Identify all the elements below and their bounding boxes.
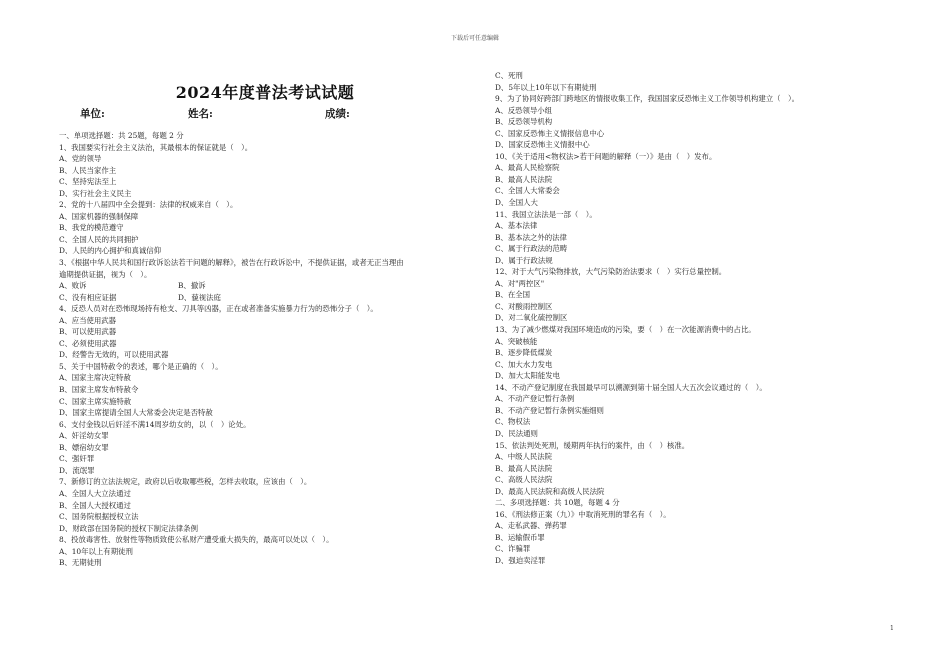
- option-pair-line: [59, 280, 479, 292]
- question-line: D、最高人民法院和高级人民法院: [495, 486, 605, 496]
- question-line: A、应当使用武器: [59, 315, 117, 325]
- question-line: C、国务院根据授权立法: [59, 512, 139, 522]
- question-line: 8、投放毒害性、放射性等物质致使公私财产遭受重大损失的，最高可以处以（ ）。: [59, 535, 334, 545]
- question-line: B、人民当家作主: [59, 165, 117, 175]
- question-line: A、10年以上有期徒刑: [59, 546, 133, 556]
- question-line: 4、反恐人员对在恐怖现场持有枪支、刀具等凶器，正在或者准备实施暴力行为的恐怖分子（ ）。: [59, 304, 378, 314]
- question-line: 10、《关于适用<物权法>若干问题的解释（一）》是由（ ）发布。: [495, 151, 717, 161]
- question-line: B、最高人民法院: [495, 463, 553, 473]
- question-line: D、财政部在国务院的授权下制定法律条例: [59, 523, 198, 533]
- question-line: 二、多项选择题：共 10题，每题 4 分: [495, 498, 620, 508]
- question-line: 11、我国立法法是一部（ ）。: [495, 209, 597, 219]
- question-line: A、全国人大立法通过: [59, 488, 131, 498]
- question-line: C、强奸罪: [59, 454, 95, 464]
- question-line: C、国家反恐怖主义情报信息中心: [495, 128, 605, 138]
- option-text: D、藐视法庭: [178, 292, 221, 302]
- question-line: B、国家主席发布特赦令: [59, 385, 139, 395]
- question-line: D、人民的内心拥护和真诚信仰: [59, 246, 162, 256]
- question-line: B、反恐领导机构: [495, 117, 553, 127]
- question-line: C、物权法: [495, 417, 531, 427]
- score-label: 成绩:: [325, 108, 350, 120]
- question-line: 2、党的十八届四中全会提到：法律的权威来自（ ）。: [59, 200, 238, 210]
- left-column: [59, 130, 479, 569]
- question-line: A、国家机器的强制保障: [59, 211, 139, 221]
- question-line: B、可以使用武器: [59, 327, 117, 337]
- question-line: D、属于行政法规: [495, 255, 553, 265]
- option-text: C、没有相应证据: [59, 292, 117, 302]
- question-line: 7、新修订的立法法规定，政府以后收取哪些税，怎样去收取，应该由（ ）。: [59, 477, 312, 487]
- question-line: B、最高人民法院: [495, 174, 553, 184]
- question-line: 3、《根据中华人民共和国行政诉讼法若干问题的解释》，被告在行政诉讼中，不提供证据，或者无正当理由: [59, 258, 404, 268]
- question-line: C、全国人大常委会: [495, 186, 560, 196]
- question-line: A、不动产登记暂行条例: [495, 394, 575, 404]
- question-line: A、突破核能: [495, 336, 538, 346]
- question-line: D、国家反恐怖主义情报中心: [495, 140, 590, 150]
- question-line: 1、我国要实行社会主义法治，其最根本的保证就是（ ）。: [59, 142, 253, 152]
- question-line: D、对二氧化硫控制区: [495, 313, 568, 323]
- question-line: D、经警告无效的，可以使用武器: [59, 350, 169, 360]
- question-line: B、我党的模范遵守: [59, 223, 124, 233]
- question-line: 13、为了减少燃煤对我国环境造成的污染，要（ ）在一次能源消费中的占比。: [495, 325, 756, 335]
- question-line: D、民法通则: [495, 428, 538, 438]
- question-line: B、运输假币罪: [495, 532, 545, 542]
- question-line: C、属于行政法的范畴: [495, 244, 568, 254]
- right-column: [495, 70, 915, 567]
- question-line: 12、对于大气污染物排放，大气污染防治法要求（ ）实行总量控制。: [495, 267, 727, 277]
- question-line: B、无期徒刑: [59, 558, 102, 568]
- question-line: 9、为了协同好跨部门跨地区的情报收集工作，我国国家反恐怖主义工作领导机构建立（ ）。: [495, 94, 800, 104]
- question-line: D、全国人大: [495, 198, 538, 208]
- question-line: A、对"两控区": [495, 278, 545, 288]
- page-header-note: 下载后可任意编辑: [450, 35, 499, 42]
- option-pair-line: [59, 292, 479, 304]
- option-text: A、败诉: [59, 281, 87, 291]
- question-line: 5、关于中国特赦令的表述，哪个是正确的（ ）。: [59, 361, 223, 371]
- question-line: C、诈骗罪: [495, 544, 531, 554]
- question-line: 一、单项选择题：共 25题，每题 2 分: [59, 131, 184, 140]
- question-line: B、基本法之外的法律: [495, 232, 567, 242]
- exam-info-row: [80, 106, 410, 120]
- question-line: D、加大太阳能发电: [495, 371, 561, 381]
- question-line: D、流氓罪: [59, 465, 95, 475]
- question-line: B、嫖宿幼女罪: [59, 442, 109, 452]
- question-line: A、反恐领导小组: [495, 105, 553, 115]
- question-line: A、国家主席决定特赦: [59, 373, 131, 383]
- question-line: 16、《刑法修正案（九）》中取消死刑的罪名有（ ）。: [495, 509, 671, 519]
- page-number: 1: [890, 625, 894, 632]
- question-line: D、实行社会主义民主: [59, 188, 132, 198]
- question-line: D、国家主席提请全国人大常委会决定是否特赦: [59, 408, 213, 418]
- name-label: 姓名:: [188, 108, 213, 120]
- question-line: B、不动产登记暂行条例实施细则: [495, 405, 604, 415]
- unit-label: 单位:: [80, 108, 105, 120]
- question-line: 逾期提供证据，视为（ ）。: [59, 269, 152, 279]
- question-line: A、基本法律: [495, 221, 538, 231]
- question-line: 6、支付金钱以后奸淫不满14周岁幼女的，以（ ）论处。: [59, 419, 251, 429]
- question-line: C、必须使用武器: [59, 338, 117, 348]
- question-line: B、在全国: [495, 290, 530, 300]
- question-line: 15、依法判处死刑，缓期两年执行的案件，由（ ）核准。: [495, 440, 690, 450]
- question-line: A、党的领导: [59, 154, 102, 164]
- question-line: C、死刑: [495, 71, 523, 80]
- question-line: C、高级人民法院: [495, 475, 553, 485]
- question-line: A、最高人民检察院: [495, 163, 560, 173]
- question-line: D、5年以上10年以下有期徒刑: [495, 82, 597, 92]
- question-line: A、中级人民法院: [495, 452, 553, 462]
- question-line: B、全国人大授权通过: [59, 500, 131, 510]
- question-line: C、坚持宪法至上: [59, 177, 117, 187]
- question-line: D、强迫卖淫罪: [495, 555, 546, 565]
- question-line: C、加大水力发电: [495, 359, 553, 369]
- option-text: B、撤诉: [178, 281, 206, 291]
- question-line: C、国家主席实施特赦: [59, 396, 132, 406]
- exam-title: 2024年度普法考试试题: [175, 83, 355, 102]
- question-line: C、对酸雨控制区: [495, 301, 553, 311]
- question-line: B、逐步降低煤炭: [495, 348, 553, 358]
- question-line: A、走私武器、弹药罪: [495, 521, 567, 531]
- question-line: 14、不动产登记制度在我国最早可以溯源到第十届全国人大五次会议通过的（ ）。: [495, 382, 767, 392]
- question-line: A、奸淫幼女罪: [59, 431, 109, 441]
- question-line: C、全国人民的共同拥护: [59, 234, 139, 244]
